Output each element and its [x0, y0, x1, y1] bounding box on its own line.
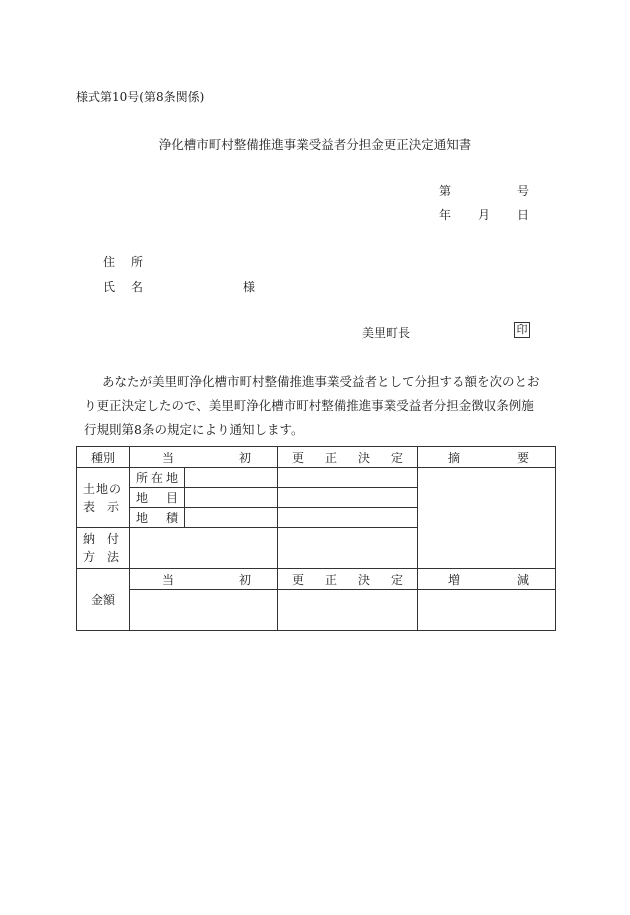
land-label-cell [77, 468, 130, 528]
land-category-corrected[interactable] [278, 488, 418, 508]
amount-corrected-value[interactable] [278, 590, 418, 631]
amount-label-cell: 金 額 [77, 569, 130, 631]
amount-header-tousho: 当 初 [130, 569, 278, 590]
document-number-line [439, 182, 529, 199]
mayor-signature: 美里町長 [362, 326, 411, 340]
land-area-corrected[interactable] [278, 508, 418, 528]
payment-method-initial[interactable] [130, 528, 278, 569]
land-label-line-2: 表 示 [83, 499, 120, 514]
header-tousho: 当 初 [130, 447, 278, 468]
number-dai-label: 第 [439, 184, 452, 198]
address-label: 住 所 [103, 255, 144, 269]
document-title: 浄化槽市町村整備推進事業受益者分担金更正決定通知書 [158, 137, 472, 152]
amount-header-kousei-kettei: 更 正 決 定 [278, 569, 418, 590]
date-line [439, 206, 529, 223]
form-number: 様式第10号(第8条関係) [76, 90, 205, 104]
payment-method-corrected[interactable] [278, 528, 418, 569]
month-label: 月 [477, 208, 490, 222]
number-go-label: 号 [516, 184, 529, 198]
land-area-label: 地 積 [130, 508, 185, 528]
notice-body [84, 370, 558, 442]
body-line-3: 行規則第8条の規定により通知します。 [84, 422, 304, 437]
header-shubetsu: 種 別 [77, 447, 130, 468]
name-label: 氏 名 [103, 280, 144, 294]
amount-difference-value[interactable] [418, 590, 556, 631]
seal-mark: 印 [514, 322, 530, 338]
body-line-1: あなたが美里町浄化槽市町村整備推進事業受益者として分担する額を次のとお [102, 374, 540, 389]
payment-method-label: 納 付 方 法 [77, 528, 130, 569]
land-category-label: 地 目 [130, 488, 185, 508]
amount-header-zougen: 増 減 [418, 569, 556, 590]
land-location-corrected[interactable] [278, 468, 418, 488]
land-location-initial[interactable] [185, 468, 278, 488]
year-label: 年 [439, 208, 452, 222]
day-label: 日 [516, 208, 529, 222]
land-location-label: 所 在 地 [130, 468, 185, 488]
header-kousei-kettei: 更 正 決 定 [278, 447, 418, 468]
header-tekiyo: 摘 要 [418, 447, 556, 468]
notice-table [76, 446, 556, 631]
land-category-initial[interactable] [185, 488, 278, 508]
land-label-line-1: 土地の [83, 481, 123, 496]
remarks-cell[interactable] [418, 468, 556, 569]
honorific-sama: 様 [243, 280, 256, 294]
body-line-2: り更正決定したので、美里町浄化槽市町村整備推進事業受益者分担金徴収条例施 [84, 398, 534, 413]
amount-initial-value[interactable] [130, 590, 278, 631]
land-area-initial[interactable] [185, 508, 278, 528]
